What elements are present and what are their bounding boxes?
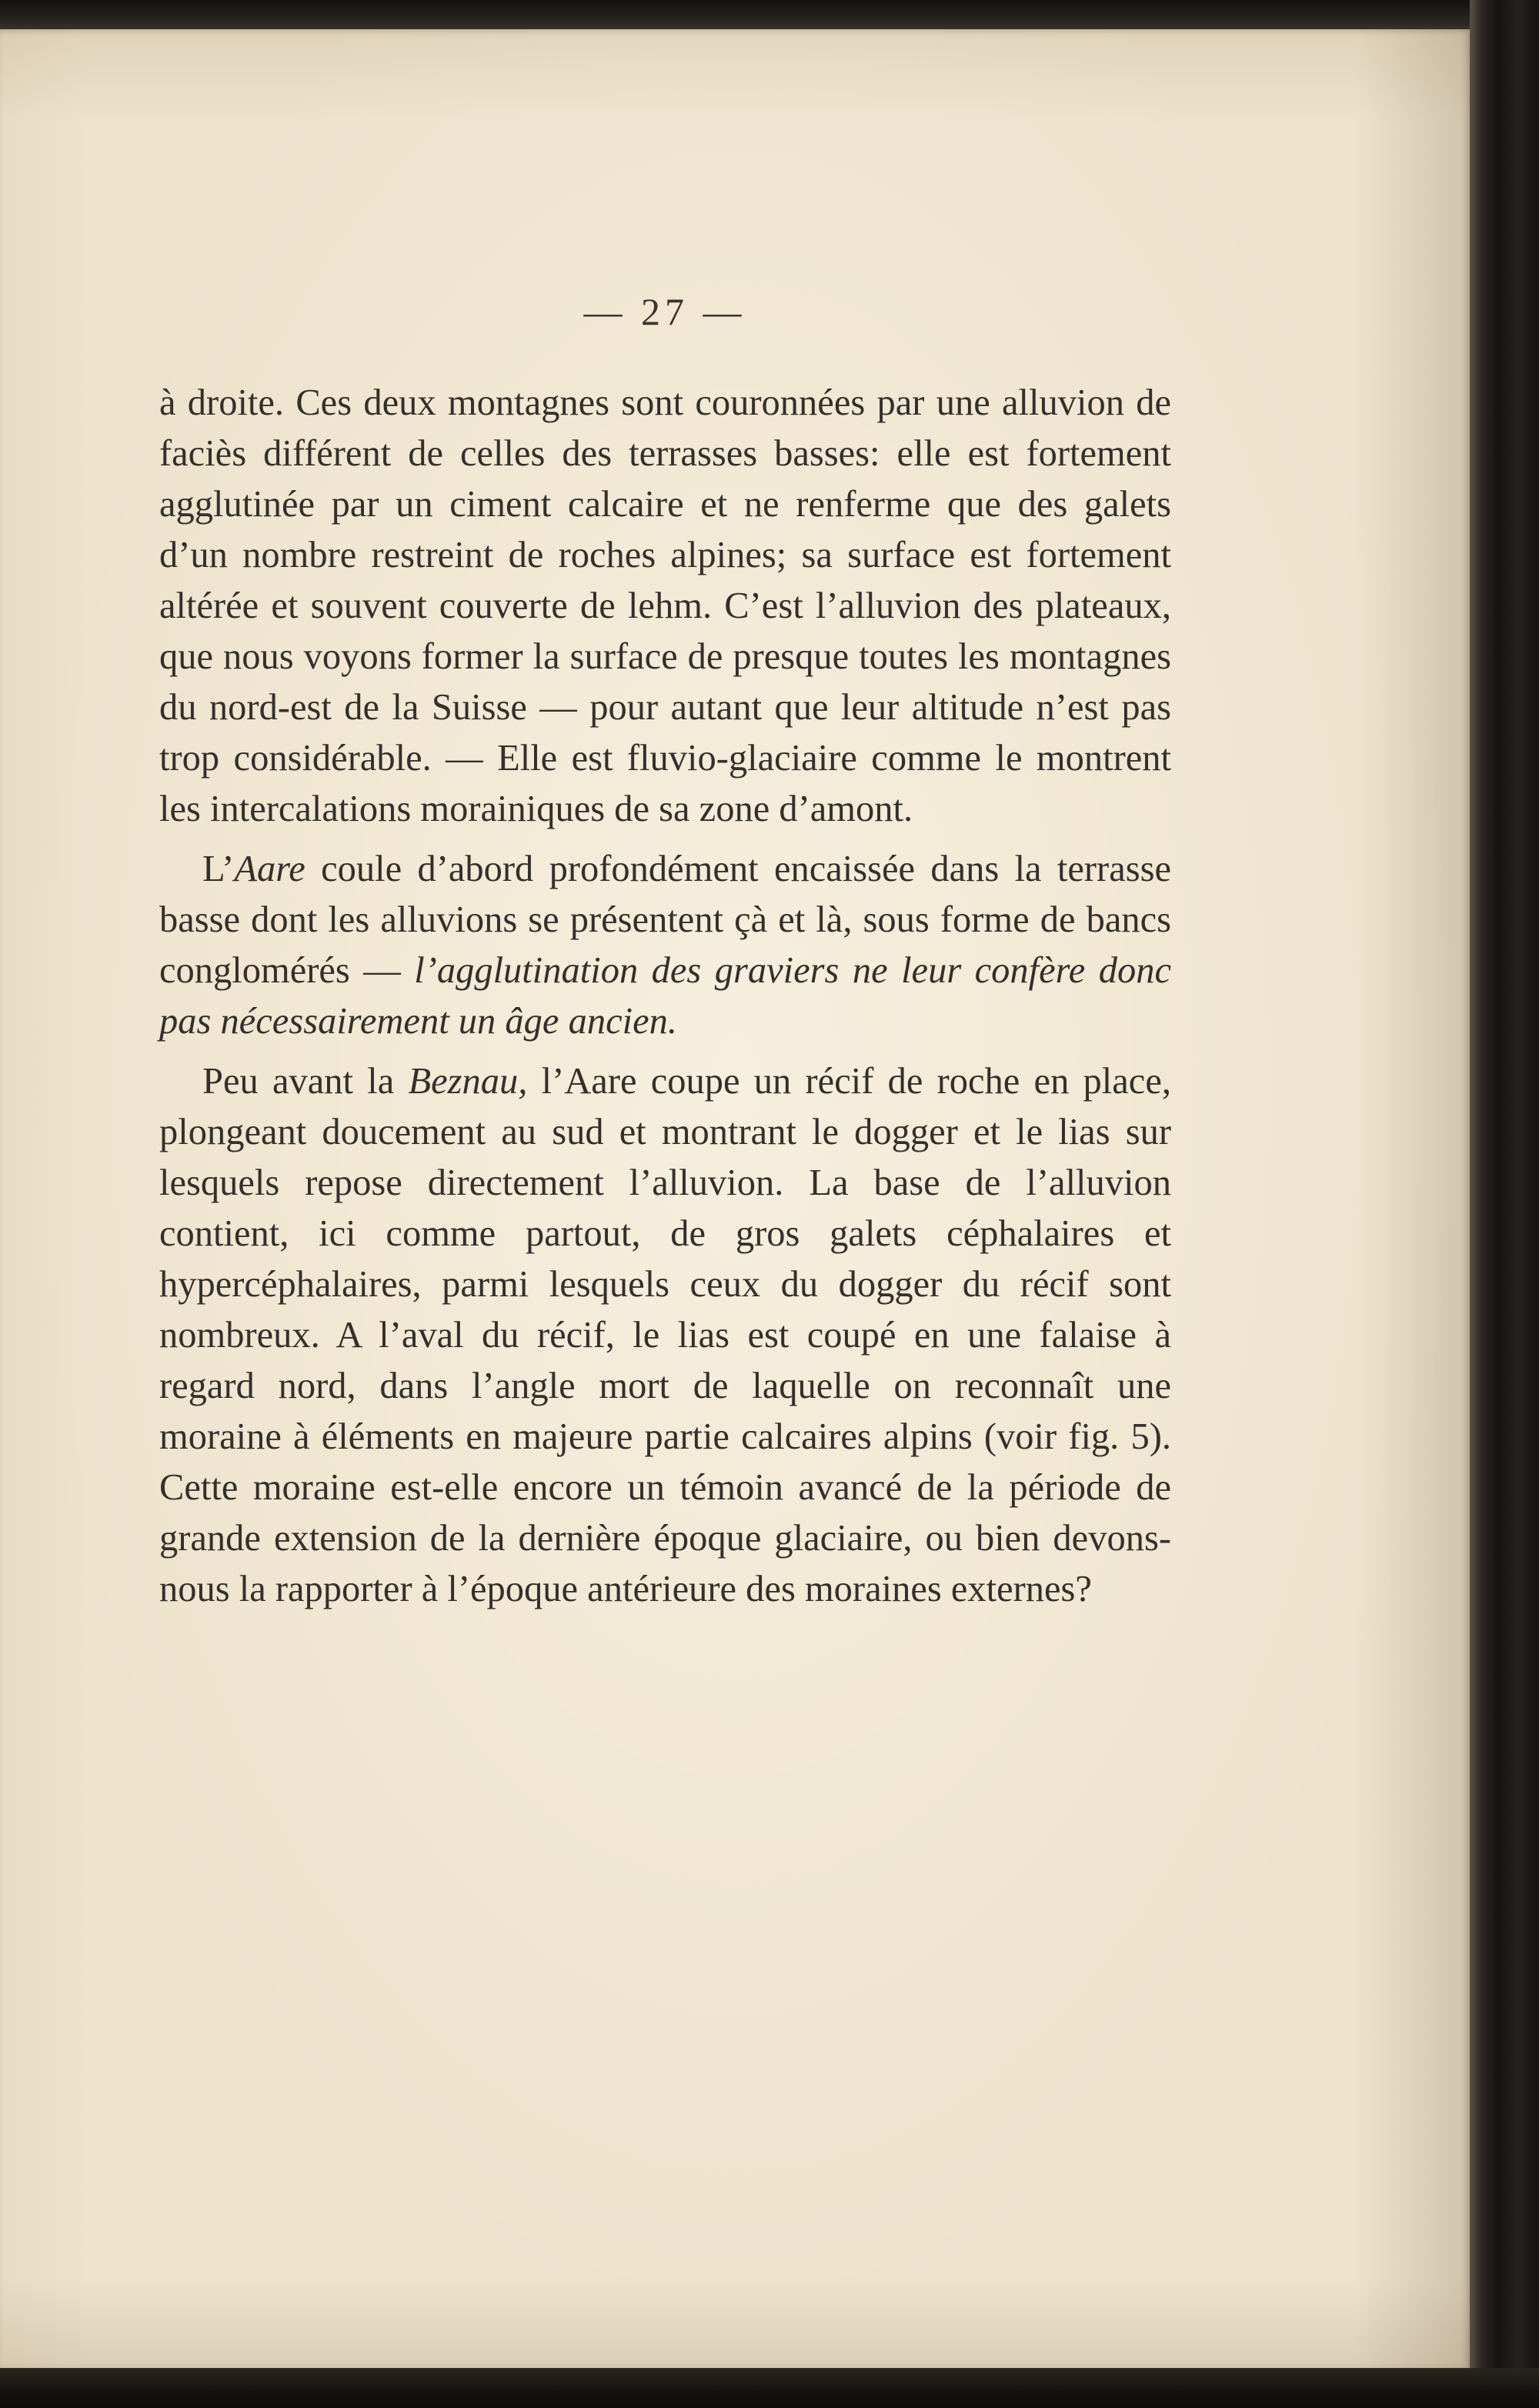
body-text bbox=[159, 378, 1171, 1624]
paragraph-3-lead: Peu avant la bbox=[202, 1061, 409, 1102]
emphasized-conclusion: l’agglutination des graviers ne leur confère donc pas nécessairement un âge ancien. bbox=[159, 950, 1171, 1042]
paragraph-3 bbox=[159, 1056, 1171, 1615]
book-bottom-edge bbox=[0, 2368, 1539, 2408]
paragraph-1 bbox=[159, 378, 1171, 835]
paragraph-1-text: à droite. Ces deux montagnes sont couronnées par une alluvion de faciès différent de celles des terrasses basses: elle est fortement agglutinée par un ciment calcaire et ne renferme que des galets d’un nombre restreint de roches alpines; sa surface est fortement altérée et souvent couverte de lehm. C’est l’alluvion des plateaux, que nous voyons former la surface de presque toutes les montagnes du nord-est de la Suisse — pour autant que leur altitude n’est pas trop considérable. — Elle est fluvio-glaciaire comme le montrent les intercalations morainiques de sa zone d’amont. bbox=[159, 382, 1171, 829]
river-name-aare: Aare bbox=[234, 849, 305, 889]
paragraph-2-lead: L’ bbox=[202, 849, 235, 889]
book-top-edge bbox=[0, 0, 1539, 31]
page-number: — 27 — bbox=[583, 290, 746, 333]
book-binding-edge bbox=[1470, 0, 1539, 2408]
paragraph-2 bbox=[159, 844, 1171, 1047]
book-page bbox=[0, 29, 1473, 2371]
place-name-beznau: Beznau, bbox=[408, 1061, 528, 1102]
paragraph-2-body: coule d’abord profondément encaissée dans la terrasse basse dont les alluvions se présentent çà et là, sous forme de bancs conglomérés — bbox=[159, 849, 1171, 991]
paragraph-3-body: l’Aare coupe un récif de roche en place, plongeant doucement au sud et montrant le dogger et le lias sur lesquels repose directement l’alluvion. La base de l’alluvion contient, ici comme partout, de gros galets céphalaires et hypercéphalaires, parmi lesquels ceux du dogger du récif sont nombreux. A l’aval du récif, le lias est coupé en une falaise à regard nord, dans l’angle mort de laquelle on reconnaît une moraine à éléments en majeure partie calcaires alpins (voir fig. 5). Cette moraine est-elle encore un témoin avancé de la période de grande extension de la dernière époque glaciaire, ou bien devons-nous la rapporter à l’époque antérieure des moraines externes? bbox=[159, 1061, 1171, 1609]
